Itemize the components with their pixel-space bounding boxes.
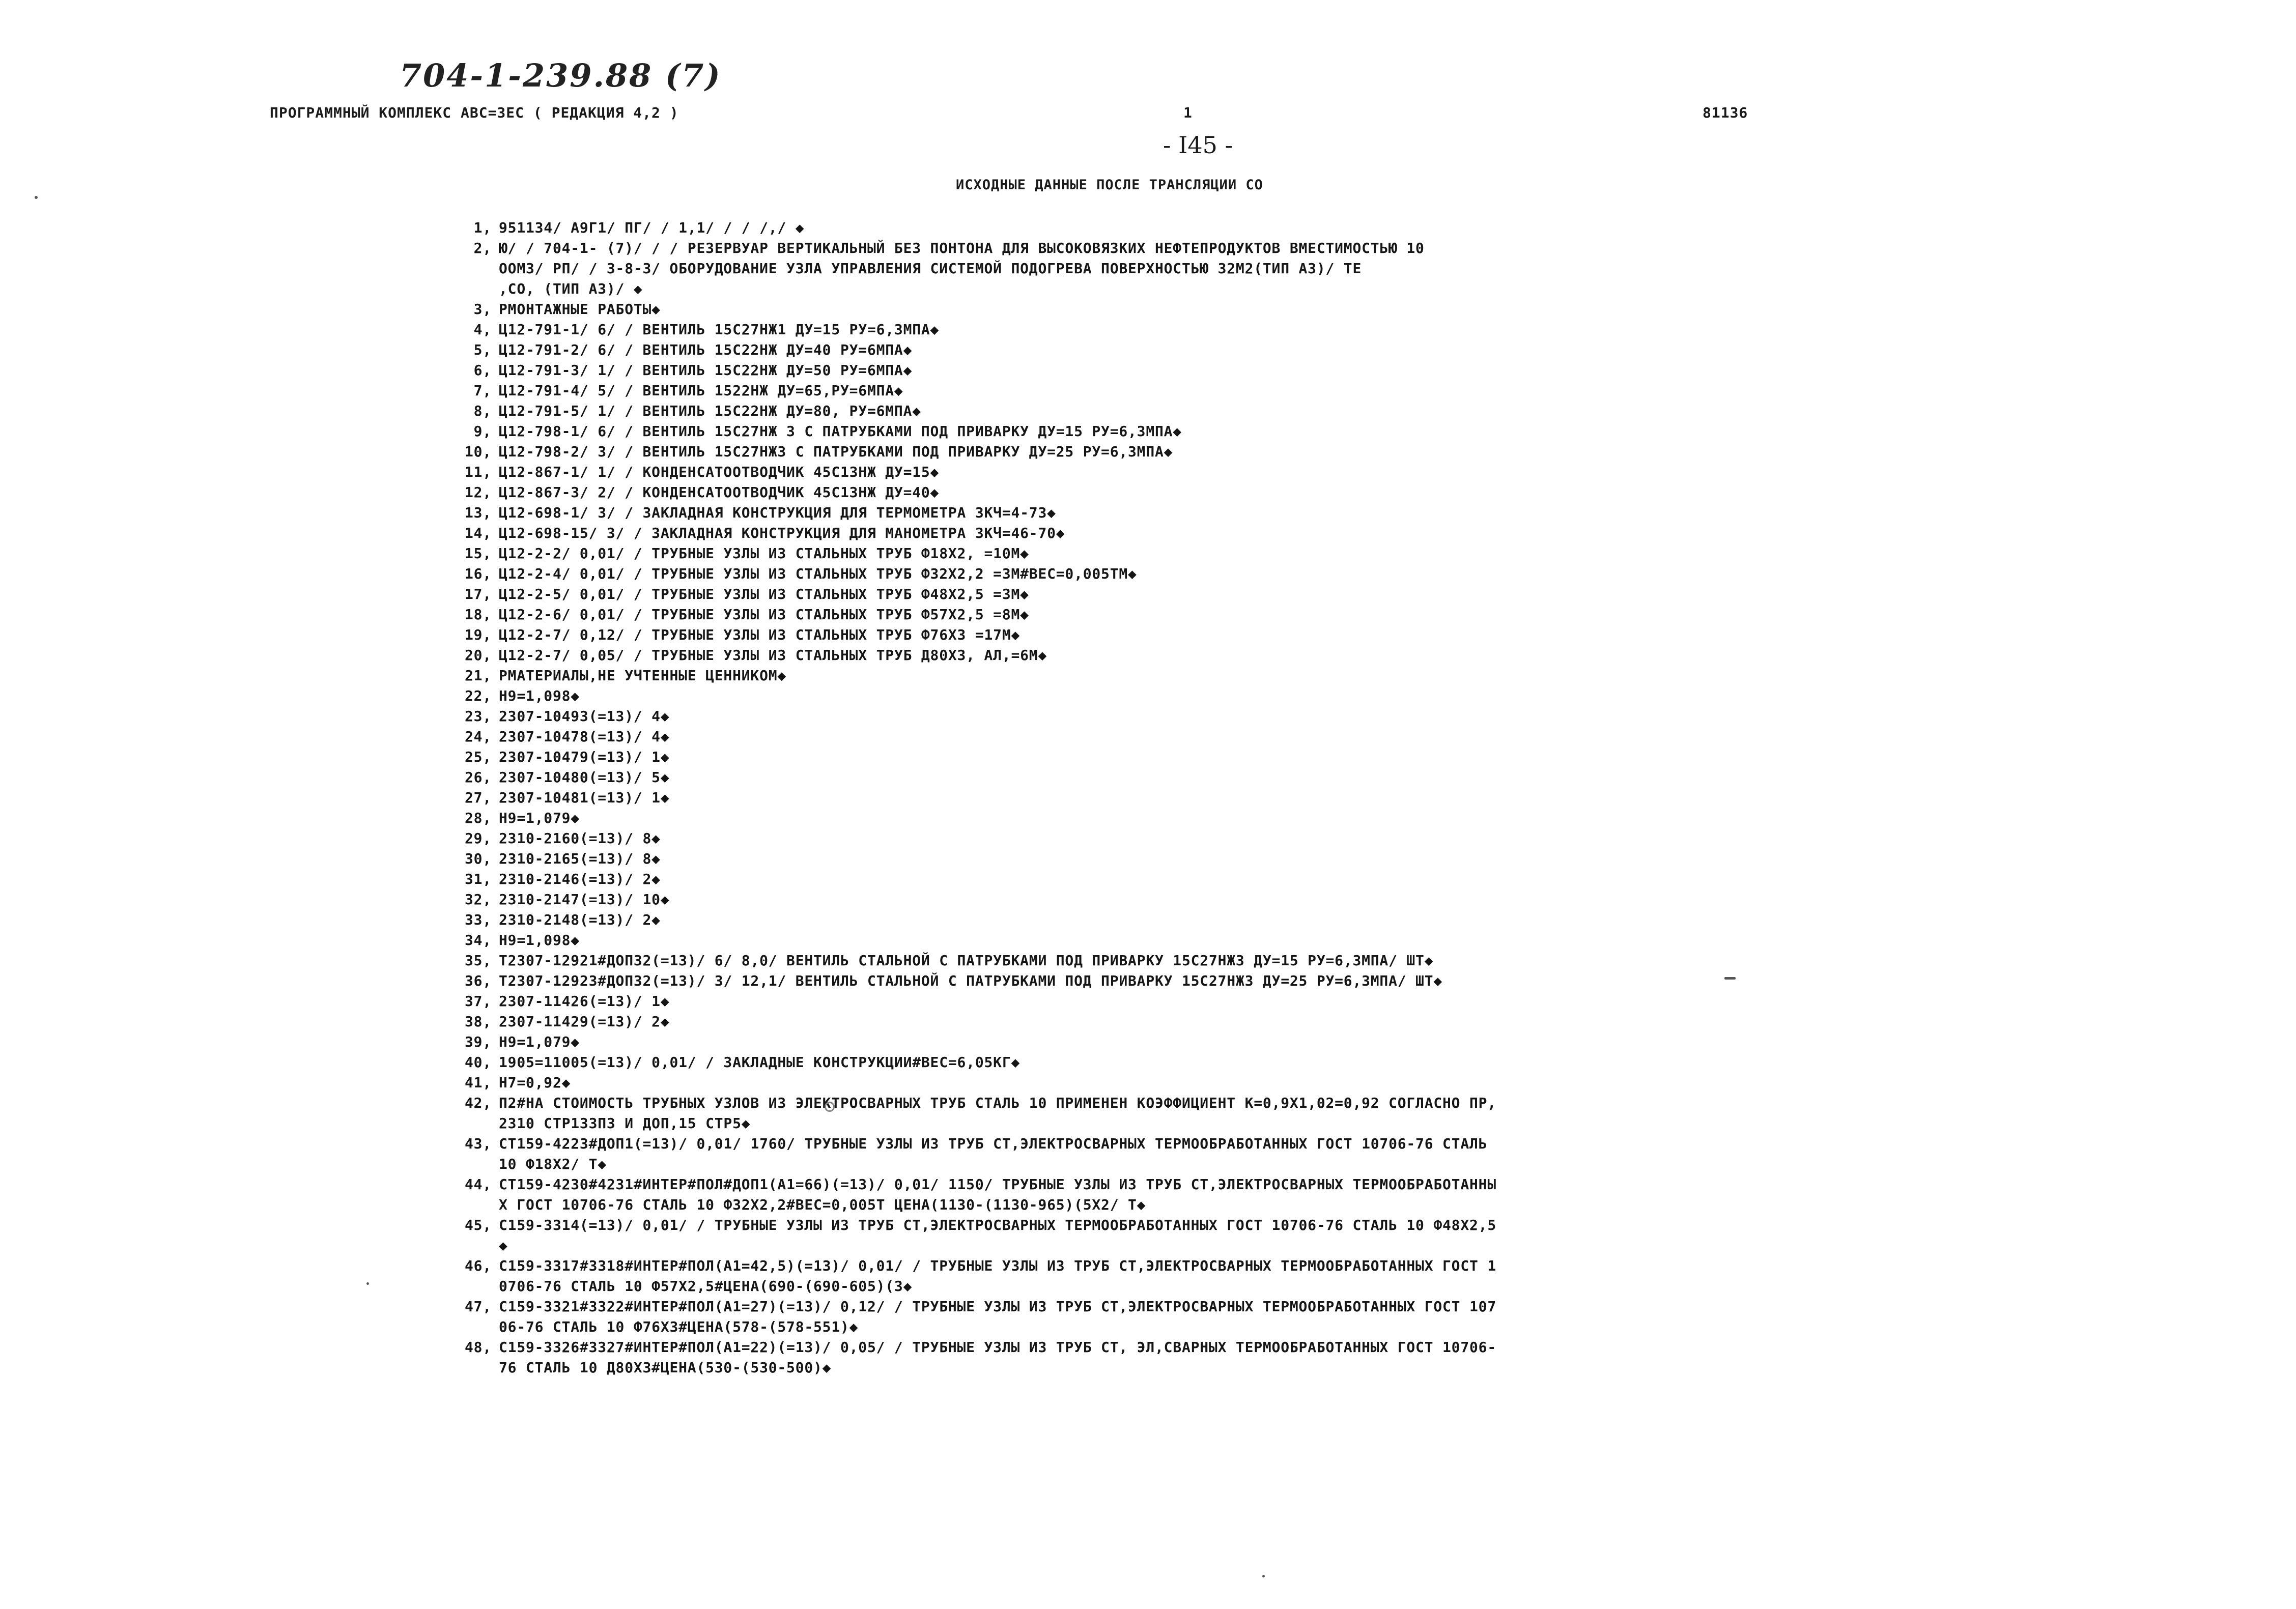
line-text: 2310-2146(=13)/ 2◆ [499, 871, 661, 887]
line-text: 2307-10493(=13)/ 4◆ [499, 708, 670, 725]
listing-line [443, 462, 2255, 482]
line-number: 14, [465, 525, 492, 541]
line-text: С159-3314(=13)/ 0,01/ / ТРУБНЫЕ УЗЛЫ ИЗ ТРУБ СТ,ЭЛЕКТРОСВАРНЫХ ТЕРМООБРАБОТАННЫХ ГОСТ 10706-76 СТАЛЬ 10 Ф48Х2,5 [499, 1217, 1496, 1233]
listing-line [443, 238, 2255, 258]
listing-line [443, 1154, 2255, 1174]
listing-line [443, 1174, 2255, 1195]
listing-line [443, 320, 2255, 340]
listing-line [443, 381, 2255, 401]
listing-line [443, 299, 2255, 320]
scan-speck [1724, 977, 1736, 980]
line-number: 35, [465, 952, 492, 969]
line-text: 2307-10481(=13)/ 1◆ [499, 789, 670, 806]
listing-line [443, 788, 2255, 808]
listing-line [443, 258, 2255, 279]
line-text: 2310-2147(=13)/ 10◆ [499, 891, 670, 908]
line-text: Ц12-2-4/ 0,01/ / ТРУБНЫЕ УЗЛЫ ИЗ СТАЛЬНЫХ ТРУБ Ф32Х2,2 =3М#ВЕС=0,005ТМ◆ [499, 565, 1137, 582]
listing-line [443, 523, 2255, 543]
listing-line [443, 706, 2255, 727]
line-number [443, 1154, 499, 1174]
line-text: 951134/ А9Г1/ ПГ/ / 1,1/ / / /,/ ◆ [499, 219, 805, 236]
line-number: 33, [465, 911, 492, 928]
line-text: 2307-10478(=13)/ 4◆ [499, 728, 670, 745]
listing-line [443, 482, 2255, 503]
line-text: Ц12-2-7/ 0,12/ / ТРУБНЫЕ УЗЛЫ ИЗ СТАЛЬНЫХ ТРУБ Ф76Х3 =17М◆ [499, 626, 1021, 643]
line-number: 48, [465, 1339, 492, 1356]
scan-speck [825, 1102, 835, 1112]
listing-line [443, 808, 2255, 828]
line-text: 2310-2160(=13)/ 8◆ [499, 830, 661, 847]
line-text: Ц12-798-2/ 3/ / ВЕНТИЛЬ 15С27НЖ3 С ПАТРУБКАМИ ПОД ПРИВАРКУ ДУ=25 РУ=6,3МПА◆ [499, 443, 1173, 460]
line-number: 5, [473, 341, 492, 358]
line-number: 18, [465, 606, 492, 623]
listing-line [443, 991, 2255, 1012]
line-number: 40, [465, 1054, 492, 1071]
listing-line [443, 1276, 2255, 1297]
line-text: Ц12-698-1/ 3/ / ЗАКЛАДНАЯ КОНСТРУКЦИЯ ДЛЯ ТЕРМОМЕТРА ЗКЧ=4-73◆ [499, 504, 1056, 521]
line-number: 29, [465, 830, 492, 847]
line-number: 28, [465, 810, 492, 826]
listing-line [443, 869, 2255, 889]
line-number: 12, [465, 484, 492, 501]
line-text: Ц12-791-3/ 1/ / ВЕНТИЛЬ 15С22НЖ ДУ=50 РУ=6МПА◆ [499, 362, 913, 379]
line-number [443, 1317, 499, 1337]
line-number [443, 1276, 499, 1297]
listing-line [443, 1073, 2255, 1093]
line-number [443, 258, 499, 279]
listing-line [443, 666, 2255, 686]
listing-line [443, 421, 2255, 442]
line-text: С159-3317#3318#ИНТЕР#ПОЛ(А1=42,5)(=13)/ 0,01/ / ТРУБНЫЕ УЗЛЫ ИЗ ТРУБ СТ,ЭЛЕКТРОСВАРНЫХ ТЕРМООБРАБОТАННЫХ ГОСТ 1 [499, 1257, 1496, 1274]
line-number: 3, [473, 301, 492, 318]
listing-line [443, 727, 2255, 747]
line-number: 13, [465, 504, 492, 521]
line-number: 10, [465, 443, 492, 460]
line-text: Ц12-791-1/ 6/ / ВЕНТИЛЬ 15С27НЖ1 ДУ=15 РУ=6,3МПА◆ [499, 321, 940, 338]
line-number: 6, [473, 362, 492, 379]
listing-line [443, 584, 2255, 605]
program-header: ПРОГРАММНЫЙ КОМПЛЕКС АВС=3ЕС ( РЕДАКЦИЯ 4,2 ) [270, 104, 679, 121]
line-text: Н7=0,92◆ [499, 1074, 571, 1091]
line-text: Ц12-2-2/ 0,01/ / ТРУБНЫЕ УЗЛЫ ИЗ СТАЛЬНЫХ ТРУБ Ф18Х2, =10М◆ [499, 545, 1029, 562]
line-text: ◆ [499, 1237, 508, 1254]
line-text: ,СО, (ТИП А3)/ ◆ [499, 280, 643, 297]
line-number: 32, [465, 891, 492, 908]
line-text: СТ159-4230#4231#ИНТЕР#ПОЛ#ДОП1(А1=66)(=13)/ 0,01/ 1150/ ТРУБНЫЕ УЗЛЫ ИЗ ТРУБ СТ,ЭЛЕКТРОСВАРНЫХ ТЕРМООБРАБОТАННЫ [499, 1176, 1496, 1193]
line-text: Х ГОСТ 10706-76 СТАЛЬ 10 Ф32Х2,2#ВЕС=0,005Т ЦЕНА(1130-(1130-965)(5Х2/ Т◆ [499, 1196, 1146, 1213]
line-text: ООМ3/ РП/ / 3-8-3/ ОБОРУДОВАНИЕ УЗЛА УПРАВЛЕНИЯ СИСТЕМОЙ ПОДОГРЕВА ПОВЕРХНОСТЬЮ 32М2(ТИП А3)/ ТЕ [499, 260, 1362, 277]
line-number: 46, [465, 1257, 492, 1274]
line-text: 2307-10479(=13)/ 1◆ [499, 749, 670, 765]
listing-line [443, 1195, 2255, 1215]
line-number [443, 1195, 499, 1215]
listing-line [443, 849, 2255, 869]
listing-line [443, 1236, 2255, 1256]
line-text: Н9=1,079◆ [499, 1033, 580, 1050]
line-text: 2307-11429(=13)/ 2◆ [499, 1013, 670, 1030]
line-number: 11, [465, 464, 492, 480]
scan-speck [35, 196, 38, 199]
line-number: 45, [465, 1217, 492, 1233]
listing-line [443, 1215, 2255, 1236]
listing-line [443, 1337, 2255, 1358]
line-text: С159-3321#3322#ИНТЕР#ПОЛ(А1=27)(=13)/ 0,12/ / ТРУБНЫЕ УЗЛЫ ИЗ ТРУБ СТ,ЭЛЕКТРОСВАРНЫХ ТЕРМООБРАБОТАННЫХ ГОСТ 107 [499, 1298, 1496, 1315]
line-number: 1, [473, 219, 492, 236]
line-number: 31, [465, 871, 492, 887]
line-text: Ц12-867-1/ 1/ / КОНДЕНСАТООТВОДЧИК 45С13НЖ ДУ=15◆ [499, 464, 940, 480]
line-number: 34, [465, 932, 492, 949]
line-number: 2, [473, 240, 492, 256]
line-number [443, 279, 499, 299]
listing-line [443, 442, 2255, 462]
line-text: 0706-76 СТАЛЬ 10 Ф57Х2,5#ЦЕНА(690-(690-605)(3◆ [499, 1278, 913, 1295]
line-text: Ц12-2-7/ 0,05/ / ТРУБНЫЕ УЗЛЫ ИЗ СТАЛЬНЫХ ТРУБ Д80Х3, АЛ,=6М◆ [499, 647, 1047, 664]
listing-line [443, 625, 2255, 645]
line-number: 20, [465, 647, 492, 664]
listing-line [443, 340, 2255, 360]
listing-line [443, 1317, 2255, 1337]
line-text: Ц12-791-4/ 5/ / ВЕНТИЛЬ 1522НЖ ДУ=65,РУ=6МПА◆ [499, 382, 903, 399]
line-number: 27, [465, 789, 492, 806]
line-number: 47, [465, 1298, 492, 1315]
line-number: 4, [473, 321, 492, 338]
line-text: Ц12-867-3/ 2/ / КОНДЕНСАТООТВОДЧИК 45С13НЖ ДУ=40◆ [499, 484, 940, 501]
scan-speck [366, 1282, 369, 1285]
line-number: 30, [465, 850, 492, 867]
listing-line [443, 889, 2255, 910]
listing-line [443, 503, 2255, 523]
listing-line [443, 1032, 2255, 1052]
data-listing [443, 218, 2255, 1378]
listing-line [443, 360, 2255, 381]
line-number: 39, [465, 1033, 492, 1050]
line-number: 42, [465, 1095, 492, 1111]
listing-line [443, 686, 2255, 706]
listing-title: ИСХОДНЫЕ ДАННЫЕ ПОСЛЕ ТРАНСЛЯЦИИ СО [956, 177, 1263, 193]
line-number: 43, [465, 1135, 492, 1152]
line-text: Ц12-2-5/ 0,01/ / ТРУБНЫЕ УЗЛЫ ИЗ СТАЛЬНЫХ ТРУБ Ф48Х2,5 =3М◆ [499, 586, 1029, 602]
listing-line [443, 930, 2255, 951]
line-number: 26, [465, 769, 492, 786]
line-number: 16, [465, 565, 492, 582]
line-text: Т2307-12921#ДОП32(=13)/ 6/ 8,0/ ВЕНТИЛЬ СТАЛЬНОЙ С ПАТРУБКАМИ ПОД ПРИВАРКУ 15С27НЖ3 ДУ=15 РУ=6,3МПА/ ШТ◆ [499, 952, 1434, 969]
line-text: Ц12-698-15/ 3/ / ЗАКЛАДНАЯ КОНСТРУКЦИЯ ДЛЯ МАНОМЕТРА ЗКЧ=46-70◆ [499, 525, 1065, 541]
line-number: 24, [465, 728, 492, 745]
scan-speck [1262, 1575, 1265, 1577]
line-text: 2310-2148(=13)/ 2◆ [499, 911, 661, 928]
line-number: 38, [465, 1013, 492, 1030]
listing-line [443, 1256, 2255, 1276]
line-number: 37, [465, 993, 492, 1010]
line-number: 9, [473, 423, 492, 440]
line-text: СТ159-4223#ДОП1(=13)/ 0,01/ 1760/ ТРУБНЫЕ УЗЛЫ ИЗ ТРУБ СТ,ЭЛЕКТРОСВАРНЫХ ТЕРМООБРАБОТАННЫХ ГОСТ 10706-76 СТАЛЬ [499, 1135, 1488, 1152]
listing-line [443, 951, 2255, 971]
line-number: 36, [465, 972, 492, 989]
line-text: 1905=11005(=13)/ 0,01/ / ЗАКЛАДНЫЕ КОНСТРУКЦИИ#ВЕС=6,05КГ◆ [499, 1054, 1021, 1071]
listing-line [443, 910, 2255, 930]
listing-line [443, 279, 2255, 299]
line-text: 2310 СТР13ЗПЗ И ДОП,15 СТР5◆ [499, 1115, 751, 1132]
listing-line [443, 543, 2255, 564]
line-text: Ц12-791-5/ 1/ / ВЕНТИЛЬ 15С22НЖ ДУ=80, РУ=6МПА◆ [499, 403, 921, 419]
line-number: 8, [473, 403, 492, 419]
listing-line [443, 767, 2255, 788]
listing-line [443, 1012, 2255, 1032]
listing-line [443, 1093, 2255, 1113]
line-text: С159-3326#3327#ИНТЕР#ПОЛ(А1=22)(=13)/ 0,05/ / ТРУБНЫЕ УЗЛЫ ИЗ ТРУБ СТ, ЭЛ,СВАРНЫХ ТЕРМООБРАБОТАННЫХ ГОСТ 10706- [499, 1339, 1496, 1356]
line-number: 17, [465, 586, 492, 602]
listing-line [443, 971, 2255, 991]
listing-line [443, 564, 2255, 584]
line-number: 22, [465, 687, 492, 704]
line-number: 7, [473, 382, 492, 399]
line-text: 06-76 СТАЛЬ 10 Ф76Х3#ЦЕНА(578-(578-551)◆ [499, 1318, 859, 1335]
line-text: 76 СТАЛЬ 10 Д80Х3#ЦЕНА(530-(530-500)◆ [499, 1359, 832, 1376]
line-text: П2#НА СТОИМОСТЬ ТРУБНЫХ УЗЛОВ ИЗ ЭЛЕКТРОСВАРНЫХ ТРУБ СТАЛЬ 10 ПРИМЕНЕН КОЭФФИЦИЕНТ К=0,9Х1,02=0,92 СОГЛАСНО ПР, [499, 1095, 1496, 1111]
listing-line [443, 828, 2255, 849]
line-number: 41, [465, 1074, 492, 1091]
line-text: Н9=1,098◆ [499, 687, 580, 704]
listing-line [443, 1134, 2255, 1154]
page-number: - I45 - [1163, 131, 1233, 159]
line-text: 2310-2165(=13)/ 8◆ [499, 850, 661, 867]
listing-line [443, 401, 2255, 421]
line-number [443, 1236, 499, 1256]
listing-line [443, 605, 2255, 625]
line-text: РМОНТАЖНЫЕ РАБОТЫ◆ [499, 301, 661, 318]
line-text: 2307-11426(=13)/ 1◆ [499, 993, 670, 1010]
sheet-marker: 1 [1183, 104, 1193, 121]
line-text: Ц12-791-2/ 6/ / ВЕНТИЛЬ 15С22НЖ ДУ=40 РУ=6МПА◆ [499, 341, 913, 358]
line-number: 23, [465, 708, 492, 725]
listing-line [443, 1297, 2255, 1317]
line-text: 2307-10480(=13)/ 5◆ [499, 769, 670, 786]
line-text: Ц12-798-1/ 6/ / ВЕНТИЛЬ 15С27НЖ 3 С ПАТРУБКАМИ ПОД ПРИВАРКУ ДУ=15 РУ=6,3МПА◆ [499, 423, 1182, 440]
listing-line [443, 1358, 2255, 1378]
line-text: Т2307-12923#ДОП32(=13)/ 3/ 12,1/ ВЕНТИЛЬ СТАЛЬНОЙ С ПАТРУБКАМИ ПОД ПРИВАРКУ 15С27НЖ3 ДУ=25 РУ=6,3МПА/ ШТ◆ [499, 972, 1443, 989]
line-text: Н9=1,079◆ [499, 810, 580, 826]
listing-line [443, 1113, 2255, 1134]
document-id: 81136 [1703, 104, 1748, 121]
line-number: 25, [465, 749, 492, 765]
line-number [443, 1113, 499, 1134]
line-number: 19, [465, 626, 492, 643]
line-text: Ю/ / 704-1- (7)/ / / РЕЗЕРВУАР ВЕРТИКАЛЬНЫЙ БЕЗ ПОНТОНА ДЛЯ ВЫСОКОВЯЗКИХ НЕФТЕПРОДУКТОВ ВМЕСТИМОСТЬЮ 10 [499, 240, 1425, 256]
listing-line [443, 747, 2255, 767]
line-text: Ц12-2-6/ 0,01/ / ТРУБНЫЕ УЗЛЫ ИЗ СТАЛЬНЫХ ТРУБ Ф57Х2,5 =8М◆ [499, 606, 1029, 623]
line-number [443, 1358, 499, 1378]
line-text: 10 Ф18Х2/ Т◆ [499, 1156, 607, 1172]
handwritten-project-code: 704-1-239.88 (7) [400, 57, 722, 94]
listing-line [443, 1052, 2255, 1073]
listing-line [443, 218, 2255, 238]
line-number: 21, [465, 667, 492, 684]
line-text: Н9=1,098◆ [499, 932, 580, 949]
line-number: 44, [465, 1176, 492, 1193]
line-text: РМАТЕРИАЛЫ,НЕ УЧТЕННЫЕ ЦЕННИКОМ◆ [499, 667, 787, 684]
listing-line [443, 645, 2255, 666]
line-number: 15, [465, 545, 492, 562]
